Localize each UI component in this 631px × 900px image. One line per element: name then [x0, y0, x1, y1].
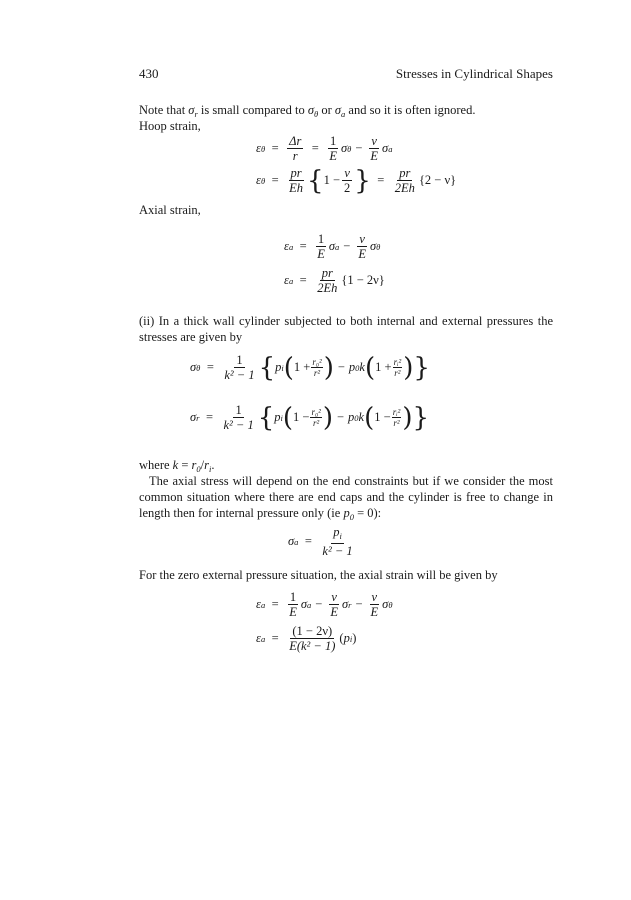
equation-hoop-strain-2: ε θ = $\frac{pr}{Eh}$ { 1 − $\frac{\nu}{2}$ } = $\frac{pr}{2Eh}$ {2 − ν} — [256, 165, 457, 196]
axial-stress-paragraph: The axial stress will depend on the end constraints but if we consider the most common situation where there are end caps and the cylinder is free to change in length then for internal pressure only (ie $p_0 = 0$): — [139, 474, 553, 522]
where-clause: where $k = r_0/r_i$. — [139, 458, 215, 474]
equation-axial-strain-2: ε a = $\frac{pr}{2Eh}$ {1 − 2ν} — [284, 266, 385, 295]
equation-hoop-strain-1: ε θ = $\frac{\Delta r}{r}$ = $\frac{1}{E}$ σ θ − $\frac{\nu}{E}$ σ a — [256, 134, 393, 163]
running-title: Stresses in Cylindrical Shapes — [395, 66, 553, 81]
equation-radial-stress-thick: σ r = $\frac{1}{\text{k² − 1}}$ { p i ( 1 − $\frac{\text{r₀²}}{\text{r²}}$ ) − p 0 k ( 1 − $\frac{\text{rᵢ²}}{\text{r²}}$ ) } — [190, 402, 430, 433]
hoop-strain-label: Hoop strain, — [139, 119, 201, 133]
equation-axial-strain-thick-2: ε a = $\frac{(1 - 2\nu)}{\text{E(k² − 1)}}$ ( p i ) — [256, 624, 357, 653]
equation-hoop-stress-thick: σ θ = $\frac{1}{\text{k² − 1}}$ { p i ( 1 + $\frac{\text{r₀²}}{\text{r²}}$ ) − p 0 k ( 1 + $\frac{\text{rᵢ²}}{\text{r²}}$ ) } — [190, 352, 430, 383]
page-number: 430 — [139, 66, 159, 81]
equation-axial-strain-1: ε a = $\frac{1}{E}$ σ a − $\frac{\nu}{E}$ σ θ — [284, 232, 381, 261]
equation-axial-strain-thick-1: ε a = $\frac{1}{E}$ σ a − $\frac{\nu}{E}$ σ r − $\frac{\nu}{E}$ σ θ — [256, 590, 393, 619]
page-header — [139, 66, 553, 82]
equation-axial-stress: σ a = $\frac{p_i}{\text{k² − 1}}$ — [288, 525, 353, 558]
note-paragraph: Note that $\sigma_r$ is small compared to $\sigma_\theta$ or $\sigma_a$ and so it is often ignored. — [139, 103, 476, 119]
thick-wall-paragraph: (ii) In a thick wall cylinder subjected to both internal and external pressures the stresses are given by — [139, 314, 553, 344]
zero-external-paragraph: For the zero external pressure situation, the axial strain will be given by — [139, 568, 498, 582]
axial-strain-label: Axial strain, — [139, 203, 201, 217]
